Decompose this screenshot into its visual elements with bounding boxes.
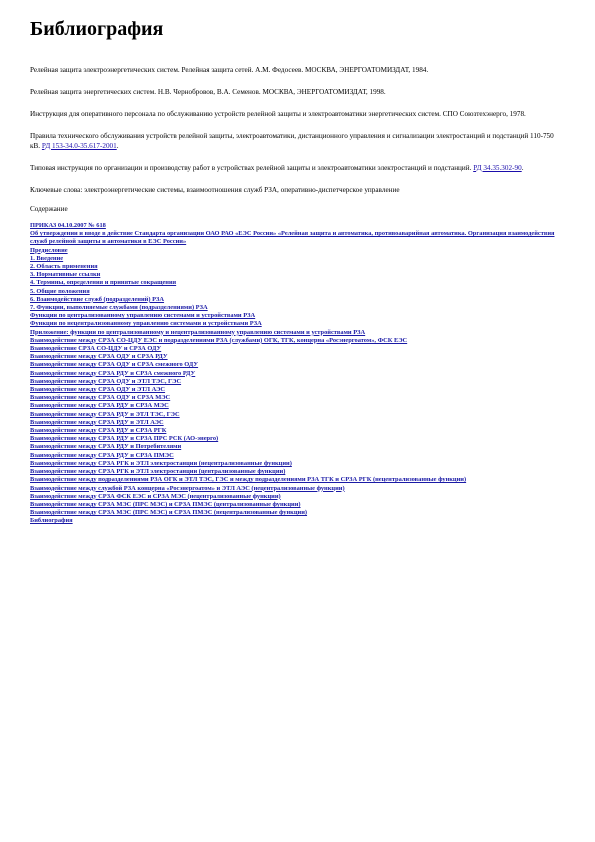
- toc-item: [30, 370, 560, 378]
- table-of-contents: [30, 222, 560, 526]
- toc-item: [30, 361, 560, 369]
- bibliography-entry: [30, 131, 560, 151]
- toc-link[interactable]: 1. Введение: [30, 254, 64, 262]
- bibliography-list: [30, 65, 560, 173]
- toc-link[interactable]: Взаимодействие между СРЗА ОДУ и СРЗА РДУ: [30, 353, 168, 361]
- toc-link[interactable]: 5. Общие положения: [30, 287, 90, 295]
- toc-link[interactable]: Взаимодействие между СРЗА РДУ и СРЗА ПМЭС: [30, 451, 174, 459]
- bibliography-entry-text: Релейная защита электроэнергетических систем. Релейная защита сетей. А.М. Федосеев. МОСКВА, ЭНЕРГОАТОМИЗДАТ, 1984.: [30, 66, 429, 74]
- toc-link[interactable]: Функции по централизованному управлению системами и устройствами РЗА: [30, 312, 256, 320]
- toc-item: [30, 320, 560, 328]
- toc-link[interactable]: Взаимодействие между СРЗА МЭС (ПРС МЭС) и СРЗА ПМЭС (централизованные функции): [30, 500, 301, 508]
- toc-link[interactable]: Взаимодействие между СРЗА ОДУ и СРЗА смежного ОДУ: [30, 361, 199, 369]
- toc-item: [30, 460, 560, 468]
- toc-link[interactable]: Взаимодействие между СРЗА ФСК ЕЭС и СРЗА МЭС (нецентрализованные функции): [30, 492, 281, 500]
- bibliography-entry-text: Инструкция для оперативного персонала по обслуживанию устройств релейной защиты и электроавтоматики энергетических систем. СПО Союзтехэнерго, 1978.: [30, 110, 526, 118]
- bibliography-entry-text: Типовая инструкция по организации и производству работ в устройствах релейной защиты и электроавтоматики электростанций и подстанций.: [30, 164, 474, 172]
- toc-link[interactable]: Взаимодействие между службой РЗА концерна «Росэнергоатом» и ЭТЛ АЭС (нецентрализованные функции): [30, 484, 345, 492]
- keywords: Ключевые слова: электроэнергетические системы, взаимоотношения служб РЗА, оперативно-диспетчерское управление: [30, 186, 400, 194]
- toc-link[interactable]: Взаимодействие СРЗА СО-ЦДУ и СРЗА ОДУ: [30, 345, 162, 353]
- toc-link[interactable]: Взаимодействие между СРЗА РДУ и ЭТЛ ТЭС, ГЭС: [30, 410, 180, 418]
- toc-item: [30, 353, 560, 361]
- toc-item: [30, 501, 560, 509]
- toc-item: [30, 263, 560, 271]
- toc-item: [30, 517, 560, 525]
- toc-item: [30, 468, 560, 476]
- toc-item: [30, 411, 560, 419]
- toc-link[interactable]: Взаимодействие между СРЗА ОДУ и ЭТЛ АЭС: [30, 386, 166, 394]
- toc-item: [30, 378, 560, 386]
- toc-link[interactable]: Взаимодействие между СРЗА РДУ и ЭТЛ АЭС: [30, 418, 164, 426]
- bibliography-entry: [30, 163, 560, 173]
- toc-link[interactable]: 6. Взаимодействие служб (подразделений) РЗА: [30, 295, 165, 303]
- bibliography-entry-tail: .: [116, 142, 119, 150]
- bibliography-doc-link[interactable]: РД 153-34.0-35.617-2001: [41, 142, 117, 150]
- toc-link[interactable]: Взаимодействие между СРЗА РДУ и Потребителями: [30, 443, 182, 451]
- toc-item: [30, 337, 560, 345]
- toc-link[interactable]: Взаимодействие между СРЗА ОДУ и ЭТЛ ТЭС, ГЭС: [30, 377, 182, 385]
- toc-item: [30, 222, 560, 230]
- toc-item: [30, 485, 560, 493]
- toc-item: [30, 345, 560, 353]
- toc-link[interactable]: 4. Термины, определения и принятые сокращения: [30, 279, 177, 287]
- toc-link[interactable]: Взаимодействие между СРЗА РДУ и СРЗА РГК: [30, 427, 167, 435]
- bibliography-doc-link[interactable]: РД 34.35.302-90: [473, 164, 522, 172]
- bibliography-entry: [30, 87, 560, 97]
- toc-link[interactable]: Функции по нецентрализованному управлению системами и устройствами РЗА: [30, 320, 262, 328]
- toc-item: [30, 312, 560, 320]
- bibliography-entry: [30, 109, 560, 119]
- toc-item: [30, 435, 560, 443]
- toc-link[interactable]: Взаимодействие между СРЗА РГК и ЭТЛ электростанции (нецентрализованные функции): [30, 459, 292, 467]
- toc-item: [30, 443, 560, 451]
- toc-link[interactable]: 3. Нормативные ссылки: [30, 271, 101, 279]
- toc-link[interactable]: Взаимодействие между СРЗА РГК и ЭТЛ электростанции (централизованные функции): [30, 468, 286, 476]
- toc-item: [30, 296, 560, 304]
- bibliography-entry-text: Релейная защита энергетических систем. Н.В. Чернобровов, В.А. Семенов. МОСКВА, ЭНЕРГОАТОМИЗДАТ, 1998.: [30, 88, 386, 96]
- toc-link[interactable]: Взаимодействие между СРЗА РДУ и СРЗА МЭС: [30, 402, 169, 410]
- toc-link[interactable]: 7. Функции, выполняемые службами (подразделениями) РЗА: [30, 304, 208, 312]
- toc-item: [30, 255, 560, 263]
- toc-item: [30, 271, 560, 279]
- toc-link[interactable]: Библиография: [30, 517, 73, 525]
- page-title: Библиография: [30, 18, 164, 40]
- toc-link[interactable]: Взаимодействие между СРЗА МЭС (ПРС МЭС) и СРЗА ПМЭС (нецентрализованные функции): [30, 509, 308, 517]
- toc-item: [30, 452, 560, 460]
- toc-item: [30, 329, 560, 337]
- document-page: [30, 18, 560, 526]
- toc-item: [30, 386, 560, 394]
- toc-item: [30, 230, 560, 246]
- bibliography-entry: [30, 65, 560, 75]
- toc-link[interactable]: 2. Область применения: [30, 263, 98, 271]
- toc-link[interactable]: Предисловие: [30, 246, 68, 254]
- toc-item: [30, 288, 560, 296]
- toc-link[interactable]: Взаимодействие между СРЗА РДУ и СРЗА смежного РДУ: [30, 369, 196, 377]
- toc-link[interactable]: Взаимодействие между подразделениями РЗА ОГК и ЭТЛ ТЭС, ГЭС и между подразделениями РЗА ТГК и СРЗА РГК (нецентрализованные функции): [30, 476, 467, 484]
- toc-link[interactable]: Приложение: функции по централизованному и нецентрализованному управлению системами и устройствами РЗА: [30, 328, 366, 336]
- toc-title: Содержание: [30, 205, 68, 213]
- toc-item: [30, 402, 560, 410]
- toc-item: [30, 279, 560, 287]
- toc-item: [30, 427, 560, 435]
- toc-item: [30, 247, 560, 255]
- toc-item: [30, 509, 560, 517]
- toc-item: [30, 476, 560, 484]
- toc-item: [30, 304, 560, 312]
- toc-link[interactable]: Взаимодействие между СРЗА РДУ и СРЗА ПРС РСК (АО-энерго): [30, 435, 219, 443]
- toc-link[interactable]: Взаимодействие между СРЗА СО-ЦДУ ЕЭС и подразделениями РЗА (службами) ОГК, ТГК, концерна «Росэнергоатом», ФСК ЕЭС: [30, 336, 408, 344]
- toc-link[interactable]: Об утверждении и вводе в действие Стандарта организации ОАО РАО «ЕЭС России» «Релейная защита и автоматика, противоаварийная автоматика. Организация взаимодействия служб релейной защиты и автоматики в ЕЭС России»: [30, 230, 555, 246]
- toc-item: [30, 493, 560, 501]
- bibliography-entry-text: Правила технического обслуживания устройств релейной защиты, электроавтоматики, дистанционного управления и сигнализации электростанций и подстанций 110-750 кВ.: [30, 132, 554, 150]
- bibliography-entry-tail: .: [521, 164, 524, 172]
- toc-link[interactable]: ПРИКАЗ 04.10.2007 № 618: [30, 222, 106, 229]
- toc-item: [30, 419, 560, 427]
- toc-item: [30, 394, 560, 402]
- toc-link[interactable]: Взаимодействие между СРЗА ОДУ и СРЗА МЭС: [30, 394, 171, 402]
